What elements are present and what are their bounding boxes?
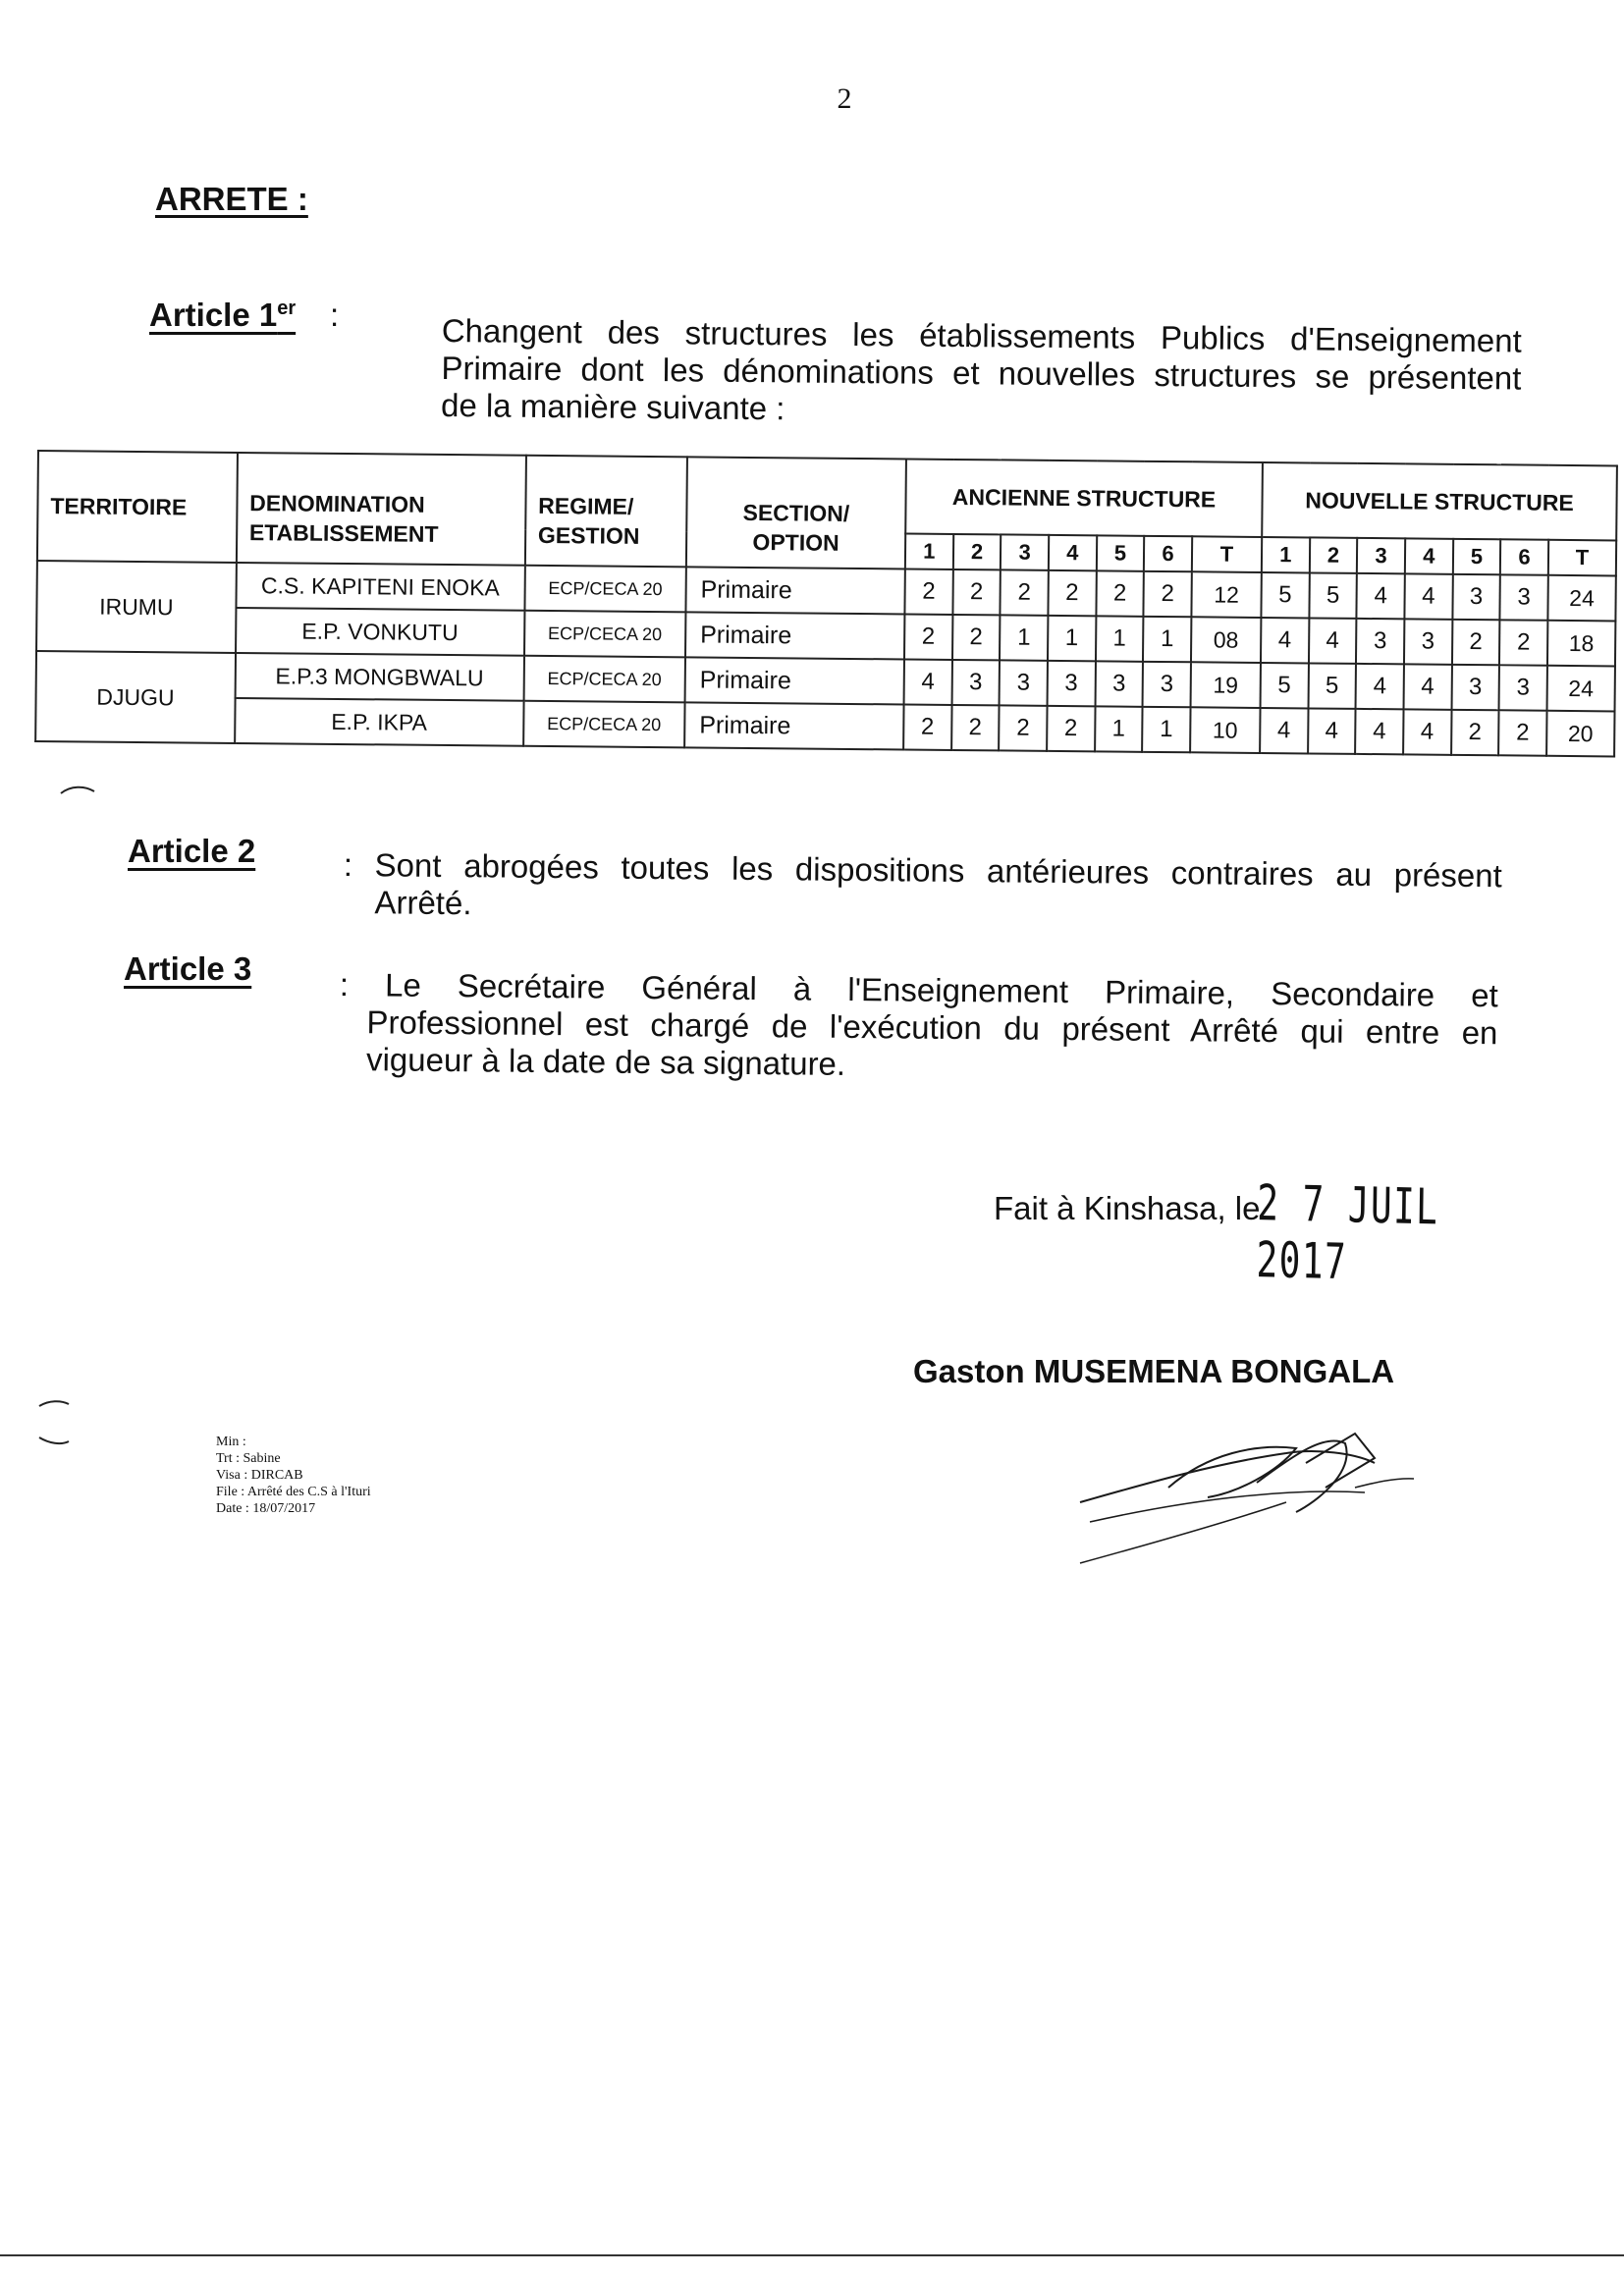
header-regime-line2: GESTION xyxy=(537,521,640,549)
old-value-cell: 4 xyxy=(904,659,952,704)
regime-cell: ECP/CECA 20 xyxy=(524,566,686,613)
article-3-line: : Le Secrétaire Général à l'Enseignement Primaire, Secondaire et xyxy=(339,966,1498,1014)
header-regime xyxy=(525,456,687,568)
section-cell: Primaire xyxy=(685,567,904,614)
territory-cell: DJUGU xyxy=(35,651,236,743)
header-section-line1: SECTION/ xyxy=(742,499,850,526)
new-value-cell: 4 xyxy=(1355,709,1403,754)
new-value-cell: 4 xyxy=(1404,573,1452,619)
territory-cell: IRUMU xyxy=(36,561,237,653)
old-value-cell: 1 xyxy=(1142,707,1190,752)
old-value-cell: 1 xyxy=(1000,615,1048,660)
header-old-col: 1 xyxy=(905,533,953,569)
article-1-line: de la manière suivante : xyxy=(440,386,785,427)
old-total-cell: 08 xyxy=(1191,617,1261,663)
new-value-cell: 2 xyxy=(1498,710,1546,755)
new-value-cell: 5 xyxy=(1260,663,1308,708)
denomination-cell: E.P.3 MONGBWALU xyxy=(235,653,523,701)
old-value-cell: 2 xyxy=(1047,706,1095,751)
regime-cell: ECP/CECA 20 xyxy=(524,611,686,658)
header-old-col: 3 xyxy=(1001,534,1049,569)
old-value-cell: 2 xyxy=(952,615,1001,660)
header-section xyxy=(686,457,906,569)
article-3-body xyxy=(339,966,1498,1089)
header-denomination-line1: DENOMINATION xyxy=(249,490,425,517)
new-value-cell: 2 xyxy=(1452,620,1500,665)
header-new-col: 1 xyxy=(1262,537,1310,572)
old-value-cell: 2 xyxy=(1001,569,1049,615)
new-total-cell: 20 xyxy=(1546,711,1615,757)
new-value-cell: 5 xyxy=(1308,663,1356,708)
memo-line: Visa : DIRCAB xyxy=(216,1468,303,1483)
old-value-cell: 1 xyxy=(1096,616,1144,661)
signatory-name: Gaston MUSEMENA BONGALA xyxy=(913,1353,1395,1389)
new-value-cell: 5 xyxy=(1309,572,1357,618)
section-cell: Primaire xyxy=(684,702,903,749)
header-old-col: 5 xyxy=(1096,535,1144,570)
old-value-cell: 2 xyxy=(1048,570,1096,616)
new-value-cell: 4 xyxy=(1357,573,1405,619)
new-total-cell: 24 xyxy=(1546,666,1615,712)
article-2-line: : Sont abrogées toutes les dispositions antérieures contraires au présent xyxy=(343,846,1502,894)
reference-memo xyxy=(216,1434,371,1517)
header-section-line2: OPTION xyxy=(752,528,839,556)
article-2-body xyxy=(343,846,1502,932)
section-cell: Primaire xyxy=(685,657,904,704)
new-value-cell: 3 xyxy=(1500,574,1548,620)
header-ancienne-text: ANCIENNE STRUCTURE xyxy=(951,483,1217,513)
old-value-cell: 3 xyxy=(951,660,1000,705)
old-value-cell: 3 xyxy=(1095,661,1143,706)
punch-hole-mark-left xyxy=(35,1394,75,1453)
article-1-line: Primaire dont les dénominations et nouvelles structures se présentent xyxy=(441,349,1522,397)
old-value-cell: 2 xyxy=(904,569,952,614)
memo-line: File : Arrêté des C.S à l'Ituri xyxy=(216,1485,371,1499)
header-denomination xyxy=(237,453,526,566)
new-value-cell: 2 xyxy=(1451,710,1499,755)
header-new-col-total: T xyxy=(1548,540,1616,576)
header-new-col: 5 xyxy=(1452,539,1500,574)
old-value-cell: 2 xyxy=(951,705,1000,750)
new-value-cell: 3 xyxy=(1356,619,1404,664)
structures-table-body xyxy=(35,561,1616,756)
denomination-cell: E.P. IKPA xyxy=(235,698,523,746)
old-value-cell: 2 xyxy=(1144,571,1192,617)
denomination-cell: E.P. VONKUTU xyxy=(236,608,524,656)
old-total-cell: 10 xyxy=(1190,707,1260,753)
old-value-cell: 1 xyxy=(1095,706,1143,751)
article-1-label-sup: er xyxy=(277,298,297,319)
new-value-cell: 3 xyxy=(1451,665,1499,710)
header-new-col: 2 xyxy=(1309,537,1357,572)
regime-cell: ECP/CECA 20 xyxy=(523,701,685,748)
closing-date-stamp: 2 7 JUIL 2017 xyxy=(1256,1174,1439,1291)
old-value-cell: 1 xyxy=(1048,616,1096,661)
article-1-label xyxy=(149,297,296,334)
new-value-cell: 3 xyxy=(1404,619,1452,664)
header-old-col: 6 xyxy=(1144,536,1192,571)
article-2-label: Article 2 xyxy=(128,833,256,869)
header-territoire-text: TERRITOIRE xyxy=(50,493,188,520)
header-denomination-line2: ETABLISSEMENT xyxy=(248,519,439,547)
header-new-col: 3 xyxy=(1357,538,1405,573)
article-3-label: Article 3 xyxy=(124,950,252,987)
old-value-cell: 2 xyxy=(904,614,952,659)
article-3-line: vigueur à la date de sa signature. xyxy=(365,1041,846,1082)
structures-table xyxy=(34,450,1618,757)
article-1-colon: : xyxy=(330,297,340,333)
new-value-cell: 3 xyxy=(1499,665,1547,710)
new-value-cell: 4 xyxy=(1403,709,1451,754)
new-total-cell: 24 xyxy=(1547,575,1616,622)
old-value-cell: 2 xyxy=(999,705,1047,750)
header-new-col: 4 xyxy=(1405,538,1453,573)
header-nouvelle-structure xyxy=(1262,462,1617,540)
header-old-col-total: T xyxy=(1192,536,1262,572)
new-value-cell: 4 xyxy=(1261,618,1309,663)
memo-line: Min : xyxy=(216,1435,246,1449)
header-territoire xyxy=(37,451,238,563)
old-value-cell: 2 xyxy=(1096,570,1144,616)
header-nouvelle-text: NOUVELLE STRUCTURE xyxy=(1305,487,1574,516)
old-value-cell: 3 xyxy=(1143,662,1191,707)
punch-hole-mark-top xyxy=(59,782,98,801)
page-number: 2 xyxy=(837,82,852,115)
old-value-cell: 1 xyxy=(1143,617,1191,662)
memo-line: Trt : Sabine xyxy=(216,1451,281,1466)
regime-cell: ECP/CECA 20 xyxy=(523,656,685,703)
article-1-body xyxy=(441,312,1522,435)
old-value-cell: 3 xyxy=(1000,660,1048,705)
memo-line: Date : 18/07/2017 xyxy=(216,1501,316,1516)
header-old-col: 2 xyxy=(953,534,1001,569)
signature-scribble xyxy=(1060,1394,1483,1571)
header-new-col: 6 xyxy=(1500,539,1548,574)
bottom-edge-line xyxy=(0,2254,1624,2256)
section-cell: Primaire xyxy=(685,612,904,659)
old-total-cell: 19 xyxy=(1190,662,1260,708)
header-regime-line1: REGIME/ xyxy=(538,492,634,519)
old-value-cell: 3 xyxy=(1047,661,1095,706)
new-value-cell: 2 xyxy=(1499,620,1547,665)
old-total-cell: 12 xyxy=(1191,571,1261,618)
article-3-line: Professionnel est chargé de l'exécution du présent Arrêté qui entre en xyxy=(366,1003,1498,1052)
article-1-label-text: Article 1 xyxy=(149,297,278,333)
new-value-cell: 5 xyxy=(1261,572,1309,618)
article-2-line: Arrêté. xyxy=(374,884,472,922)
new-value-cell: 4 xyxy=(1260,708,1308,753)
new-value-cell: 3 xyxy=(1452,574,1500,620)
old-value-cell: 2 xyxy=(952,569,1001,615)
new-value-cell: 4 xyxy=(1356,664,1404,709)
new-value-cell: 4 xyxy=(1308,708,1356,753)
header-ancienne-structure xyxy=(905,459,1263,536)
new-total-cell: 18 xyxy=(1547,621,1616,667)
closing-place: Fait à Kinshasa, le xyxy=(994,1190,1261,1226)
denomination-cell: C.S. KAPITENI ENOKA xyxy=(236,563,524,611)
header-old-col: 4 xyxy=(1049,535,1097,570)
new-value-cell: 4 xyxy=(1403,664,1451,709)
arrete-heading: ARRETE : xyxy=(155,181,308,217)
article-1-line: Changent des structures les établissements Publics d'Enseignement xyxy=(441,312,1522,359)
old-value-cell: 2 xyxy=(903,704,951,749)
new-value-cell: 4 xyxy=(1309,618,1357,663)
